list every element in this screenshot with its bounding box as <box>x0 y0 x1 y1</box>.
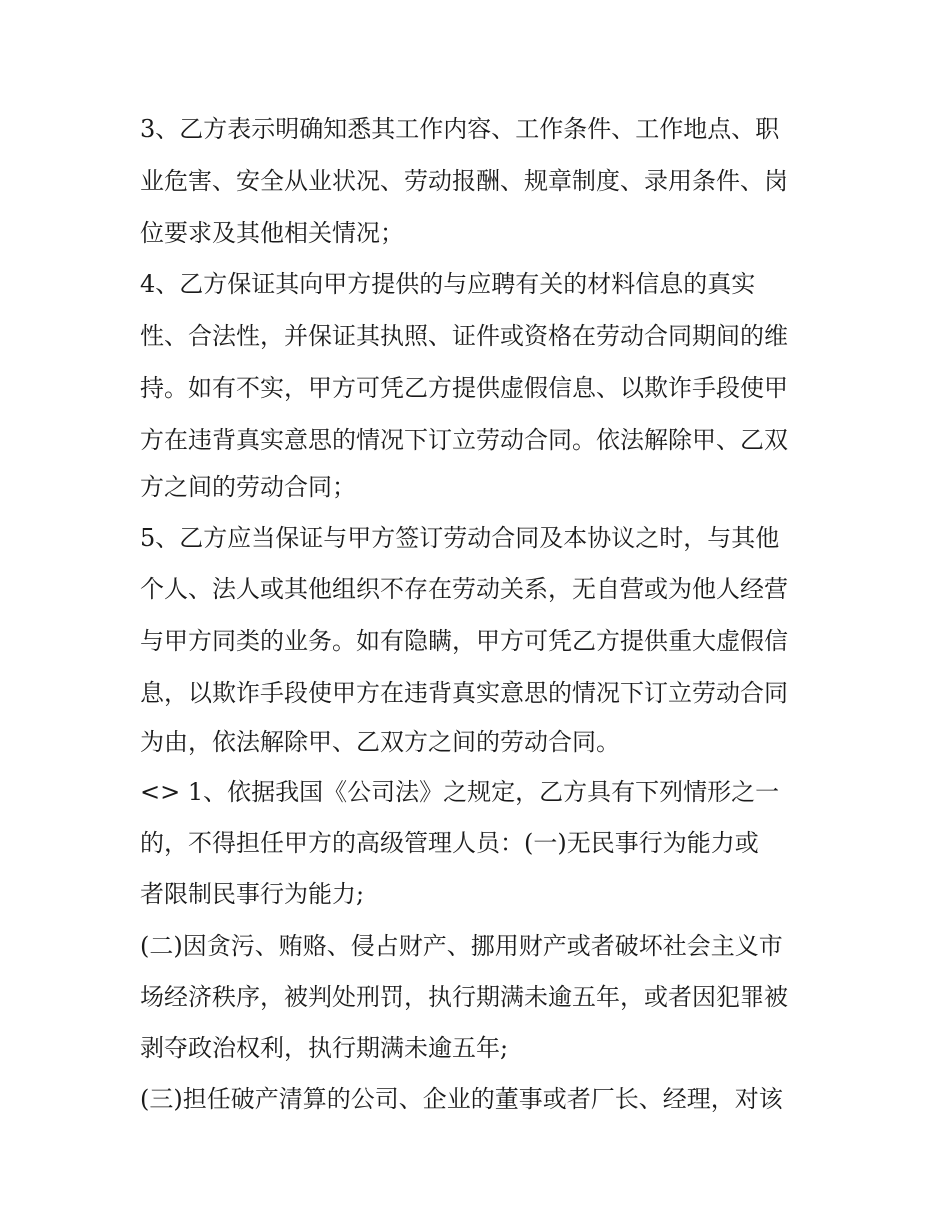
text-line: 为由，依法解除甲、乙双方之间的劳动合同。 <box>140 728 620 756</box>
text-line: 方之间的劳动合同； <box>140 473 356 501</box>
text-line: 持。如有不实，甲方可凭乙方提供虚假信息、以欺诈手段使甲 <box>140 374 788 402</box>
text-line: 性、合法性，并保证其执照、证件或资格在劳动合同期间的维 <box>140 322 788 350</box>
text-line: 3、乙方表示明确知悉其工作内容、工作条件、工作地点、职 <box>140 115 780 143</box>
text-line: 的，不得担任甲方的高级管理人员：(一)无民事行为能力或 <box>140 829 759 857</box>
text-line: 息，以欺诈手段使甲方在违背真实意思的情况下订立劳动合同 <box>140 679 788 707</box>
text-line: 与甲方同类的业务。如有隐瞒，甲方可凭乙方提供重大虚假信 <box>140 627 788 655</box>
text-line: 个人、法人或其他组织不存在劳动关系，无自营或为他人经营 <box>140 575 788 603</box>
text-line: 5、乙方应当保证与甲方签订劳动合同及本协议之时，与其他 <box>140 524 780 552</box>
text-line: 位要求及其他相关情况； <box>140 219 404 247</box>
text-line: 方在违背真实意思的情况下订立劳动合同。依法解除甲、乙双 <box>140 426 788 454</box>
text-line: 者限制民事行为能力; <box>140 880 365 908</box>
text-line: 剥夺政治权利，执行期满未逾五年; <box>140 1034 509 1062</box>
text-line: (二)因贪污、贿赂、侵占财产、挪用财产或者破坏社会主义市 <box>140 932 783 960</box>
text-line: (三)担任破产清算的公司、企业的董事或者厂长、经理，对该 <box>140 1085 783 1113</box>
text-line: <> 1、依据我国《公司法》之规定，乙方具有下列情形之一 <box>140 778 780 806</box>
text-line: 业危害、安全从业状况、劳动报酬、规章制度、录用条件、岗 <box>140 167 788 195</box>
text-line: 场经济秩序，被判处刑罚，执行期满未逾五年，或者因犯罪被 <box>140 983 788 1011</box>
text-line: 4、乙方保证其向甲方提供的与应聘有关的材料信息的真实 <box>140 270 756 298</box>
